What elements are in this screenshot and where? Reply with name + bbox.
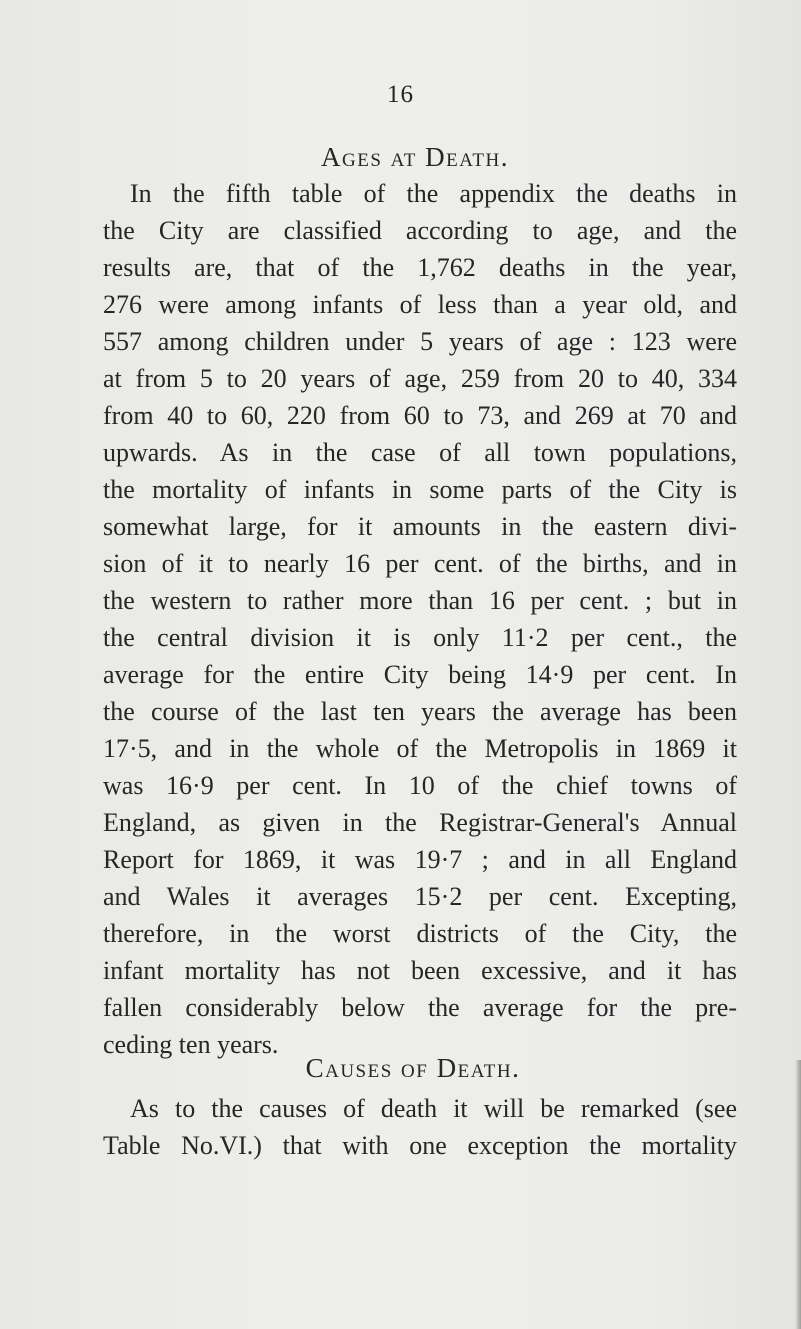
text-line: 276 were among infants of less than a year old, and xyxy=(103,290,737,319)
page-number: 16 xyxy=(387,81,414,108)
text-line: 557 among children under 5 years of age : 123 were xyxy=(103,327,737,356)
text-line: Table No.VI.) that with one exception the mortality xyxy=(103,1131,737,1160)
text-line: average for the entire City being 14·9 per cent. In xyxy=(103,660,737,689)
text-line: and Wales it averages 15·2 per cent. Excepting, xyxy=(103,882,737,911)
text-line: ceding ten years. xyxy=(103,1030,279,1059)
text-line: the mortality of infants in some parts of the City is xyxy=(103,475,737,504)
text-line: As to the causes of death it will be remarked (see xyxy=(130,1094,737,1123)
text-line: infant mortality has not been excessive, and it has xyxy=(103,956,737,985)
text-line: results are, that of the 1,762 deaths in the year, xyxy=(103,253,737,282)
text-line: the City are classified according to age, and the xyxy=(103,216,737,245)
page-edge-shadow xyxy=(795,1060,801,1329)
text-line: the western to rather more than 16 per cent. ; but in xyxy=(103,586,737,615)
text-line: the central division it is only 11·2 per cent., the xyxy=(103,623,737,652)
text-line: was 16·9 per cent. In 10 of the chief towns of xyxy=(103,771,737,800)
section-heading-causes-of-death: Causes of Death. xyxy=(305,1053,521,1083)
text-line: at from 5 to 20 years of age, 259 from 20 to 40, 334 xyxy=(103,364,737,393)
text-line: therefore, in the worst districts of the City, the xyxy=(103,919,737,948)
text-line: In the fifth table of the appendix the deaths in xyxy=(130,179,737,208)
text-line: sion of it to nearly 16 per cent. of the births, and in xyxy=(103,549,737,578)
section-heading-ages-at-death: Ages at Death. xyxy=(321,142,509,172)
text-line: from 40 to 60, 220 from 60 to 73, and 269 at 70 and xyxy=(103,401,737,430)
text-line: 17·5, and in the whole of the Metropolis in 1869 it xyxy=(103,734,737,763)
text-line: the course of the last ten years the average has been xyxy=(103,697,737,726)
text-line: England, as given in the Registrar-General's Annual xyxy=(103,808,737,837)
text-line: fallen considerably below the average for the pre- xyxy=(103,993,737,1022)
text-line: upwards. As in the case of all town populations, xyxy=(103,438,737,467)
text-line: somewhat large, for it amounts in the eastern divi- xyxy=(103,512,737,541)
text-line: Report for 1869, it was 19·7 ; and in all England xyxy=(103,845,737,874)
